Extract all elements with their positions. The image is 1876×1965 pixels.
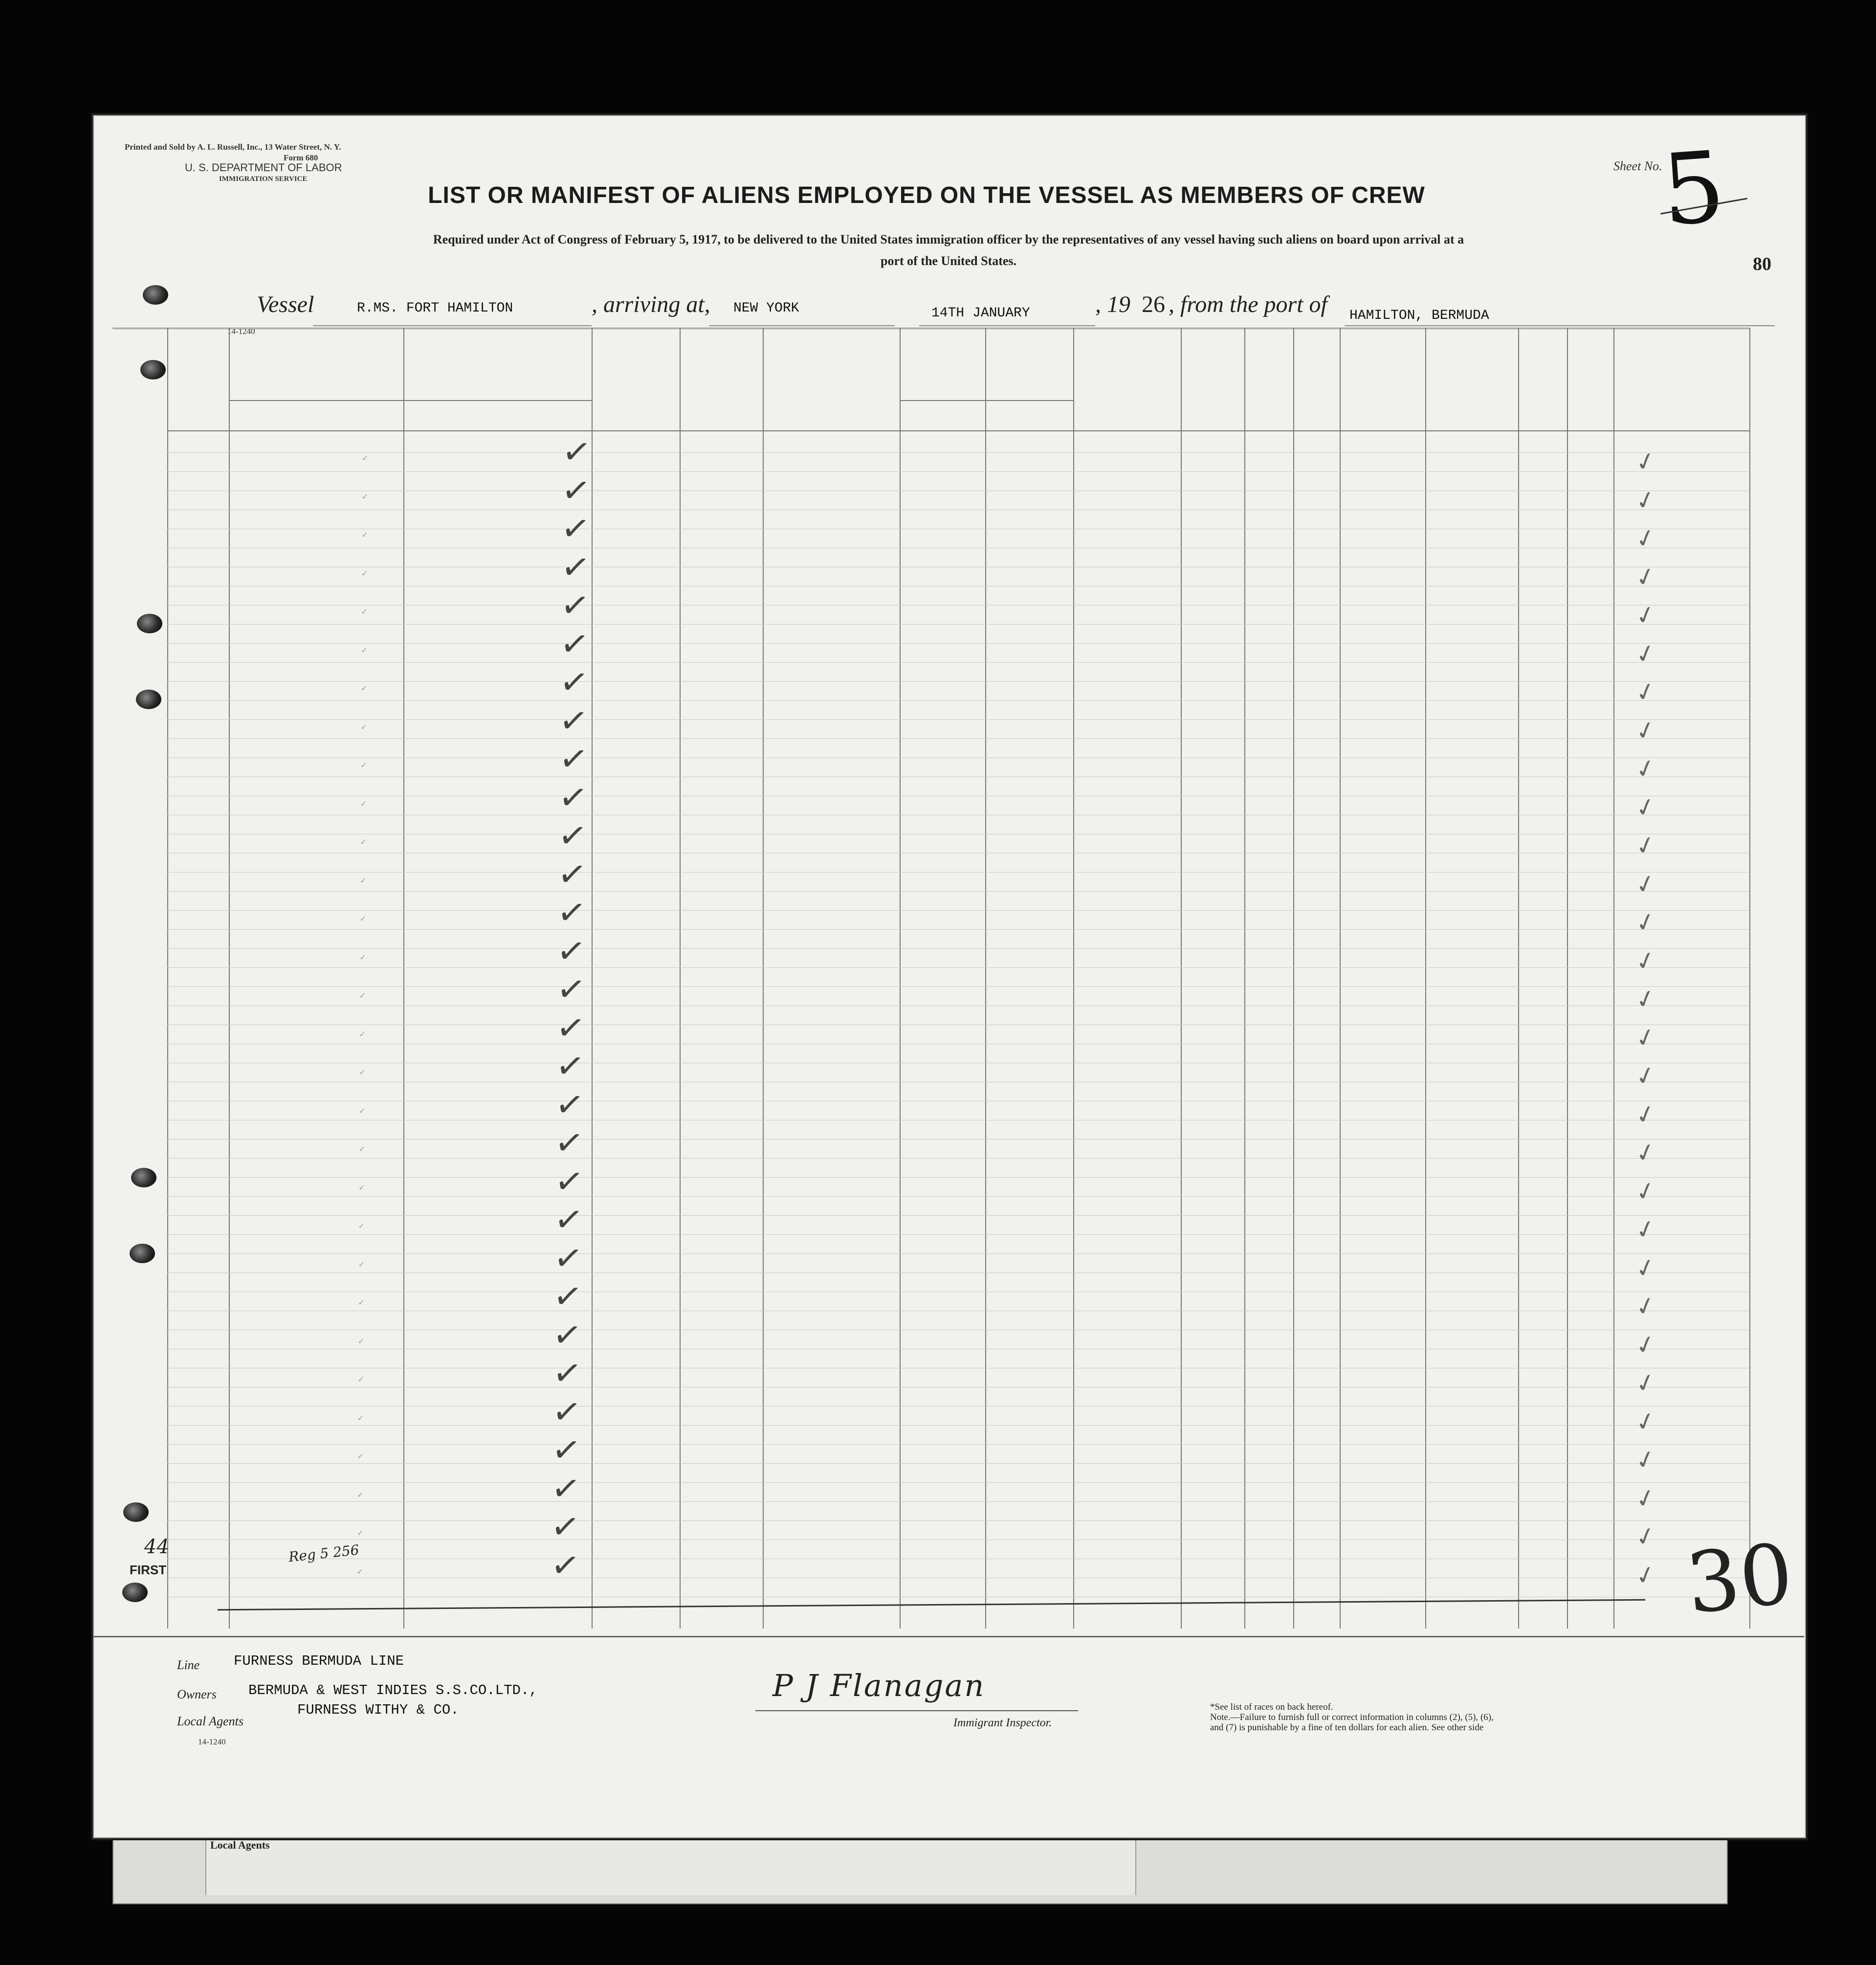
family-check-mark: ✓: [357, 1336, 365, 1346]
ruled-line: [167, 891, 1749, 892]
column-rule-col-13: [1518, 328, 1519, 1629]
id-card-check-mark: ✓: [550, 1389, 584, 1434]
year-prefix: , 19: [1095, 291, 1130, 317]
family-check-mark: ✓: [358, 1183, 365, 1192]
physical-marks-check: ✓: [1632, 791, 1659, 824]
inspector-signature: P J Flanagan: [772, 1668, 986, 1703]
form-code-top: 14-1240: [227, 327, 255, 336]
vessel-label: Vessel: [257, 291, 314, 317]
vessel-name: R.MS. FORT HAMILTON: [357, 301, 513, 316]
punch-hole: [137, 614, 162, 633]
id-card-check-mark: ✓: [552, 1198, 586, 1242]
punch-hole: [143, 285, 168, 305]
physical-marks-check: ✓: [1632, 599, 1659, 632]
id-card-check-mark: ✓: [553, 1005, 588, 1050]
family-check-mark: ✓: [358, 1106, 366, 1116]
physical-marks-check: ✓: [1632, 752, 1659, 785]
column-rule-col-10: [1293, 328, 1294, 1629]
owners-label: Owners: [177, 1687, 217, 1701]
id-card-check-mark: ✓: [558, 583, 592, 627]
physical-marks-check: ✓: [1632, 445, 1659, 478]
physical-marks-check: ✓: [1632, 906, 1659, 939]
family-check-mark: ✓: [359, 1029, 366, 1039]
physical-marks-check: ✓: [1632, 522, 1659, 555]
family-check-mark: ✓: [357, 1490, 364, 1499]
id-card-check-mark: ✓: [554, 967, 588, 1011]
column-rule-col-14: [1567, 328, 1568, 1629]
id-card-check-mark: ✓: [558, 507, 593, 551]
footnote: [1210, 1702, 1494, 1733]
family-check-mark: ✓: [361, 491, 369, 501]
family-check-mark: ✓: [359, 914, 367, 923]
column-rule-col-4: [680, 328, 681, 1629]
physical-marks-check: ✓: [1632, 1328, 1659, 1361]
column-rule-col-12: [1425, 328, 1426, 1629]
family-check-mark: ✓: [359, 1068, 366, 1077]
page-title: LIST OR MANIFEST OF ALIENS EMPLOYED ON THE VESSEL AS MEMBERS OF CREW: [428, 182, 1425, 208]
from-port-label: , from the port of: [1169, 291, 1327, 317]
column-rule-col-1-left: [167, 328, 168, 1629]
arriving-label: , arriving at,: [592, 291, 710, 317]
id-card-check-mark: ✓: [552, 1121, 587, 1165]
ruled-line: [167, 1158, 1749, 1159]
physical-marks-check: ✓: [1632, 637, 1659, 670]
ruled-line: [167, 471, 1749, 472]
column-rule-col-11: [1340, 328, 1341, 1629]
id-card-check-mark: ✓: [548, 1505, 583, 1549]
punch-hole: [122, 1583, 148, 1602]
ruled-line: [167, 1482, 1749, 1483]
family-check-mark: ✓: [360, 722, 367, 732]
physical-marks-check: ✓: [1632, 982, 1659, 1016]
ruled-line: [167, 1177, 1749, 1178]
family-check-mark: ✓: [361, 530, 368, 539]
family-check-mark: ✓: [361, 645, 368, 655]
physical-marks-check: ✓: [1632, 714, 1659, 747]
ruled-line: [167, 1463, 1749, 1464]
family-check-mark: ✓: [362, 453, 369, 463]
family-check-mark: ✓: [358, 1144, 365, 1154]
ruled-line: [167, 452, 1749, 453]
physical-marks-check: ✓: [1632, 1405, 1659, 1438]
physical-marks-check: ✓: [1632, 829, 1659, 862]
ruled-line: [167, 929, 1749, 930]
ruled-line: [167, 1406, 1749, 1407]
ruled-line: [167, 948, 1749, 949]
physical-marks-check: ✓: [1632, 1059, 1659, 1093]
physical-marks-check: ✓: [1632, 1443, 1659, 1476]
family-check-mark: ✓: [360, 799, 367, 808]
ruled-line: [167, 910, 1749, 911]
line-label: Line: [177, 1658, 200, 1672]
family-check-mark: ✓: [356, 1528, 364, 1538]
ruled-line: [167, 662, 1749, 663]
year-suffix: 26: [1142, 291, 1165, 317]
ruled-line: [167, 1425, 1749, 1426]
punch-hole: [123, 1502, 149, 1522]
from-port: HAMILTON, BERMUDA: [1349, 308, 1489, 323]
punch-hole: [131, 1168, 156, 1187]
subheader-rule-engaged: [900, 400, 1073, 401]
ruled-line: [167, 643, 1749, 644]
physical-marks-check: ✓: [1632, 1520, 1659, 1553]
ruled-line: [167, 681, 1749, 682]
page-count: 80: [1753, 254, 1771, 274]
id-card-check-mark: ✓: [550, 1351, 584, 1395]
ruled-line: [167, 624, 1749, 625]
ruled-line: [167, 1501, 1749, 1502]
inspector-label: Immigrant Inspector.: [953, 1717, 1052, 1729]
subheader-rule-name: [229, 400, 592, 401]
family-check-mark: ✓: [360, 875, 367, 885]
id-card-check-mark: ✓: [548, 1543, 582, 1587]
id-card-check-mark: ✓: [552, 1159, 586, 1204]
ruled-line: [167, 986, 1749, 987]
family-check-mark: ✓: [357, 1375, 364, 1384]
total-count: 30: [1682, 1525, 1798, 1633]
family-check-mark: ✓: [357, 1413, 364, 1423]
physical-marks-check: ✓: [1632, 1213, 1659, 1246]
department: U. S. DEPARTMENT OF LABOR: [185, 161, 342, 174]
ruled-line: [167, 1253, 1749, 1254]
physical-marks-check: ✓: [1632, 1175, 1659, 1207]
agents-value: FURNESS WITHY & CO.: [297, 1702, 459, 1718]
sheet-number: 5: [1658, 130, 1729, 248]
physical-marks-check: ✓: [1632, 1290, 1659, 1323]
column-rule-col-3: [592, 328, 593, 1629]
subtitle-line-2: port of the United States.: [880, 254, 1017, 268]
ruled-line: [167, 1234, 1749, 1235]
punch-hole: [130, 1244, 155, 1263]
column-rule-col-family: [229, 328, 230, 1629]
id-card-check-mark: ✓: [552, 1082, 587, 1127]
id-card-check-mark: ✓: [557, 660, 592, 704]
id-card-check-mark: ✓: [557, 622, 592, 666]
family-check-mark: ✓: [358, 1221, 365, 1230]
id-card-check-mark: ✓: [556, 737, 591, 781]
physical-marks-check: ✓: [1632, 1559, 1659, 1591]
family-check-mark: ✓: [358, 1298, 365, 1307]
family-check-mark: ✓: [360, 760, 367, 770]
margin-number: 44: [144, 1536, 169, 1558]
subtitle-line-1: Required under Act of Congress of February 5, 1917, to be delivered to the United States immigration officer by the representatives of any vessel having such aliens on board upon arrival at a: [433, 232, 1464, 246]
ruled-line: [167, 1005, 1749, 1006]
header-top-rule: [112, 328, 1749, 329]
ruled-line: [167, 719, 1749, 720]
footnote-1: *See list of races on back hereof.: [1210, 1702, 1333, 1712]
physical-marks-check: ✓: [1632, 1482, 1659, 1515]
physical-marks-check: ✓: [1632, 1098, 1659, 1131]
physical-marks-check: ✓: [1632, 868, 1659, 900]
id-card-check-mark: ✓: [554, 929, 589, 973]
family-check-mark: ✓: [361, 607, 368, 616]
service: IMMIGRATION SERVICE: [219, 175, 308, 183]
id-card-check-mark: ✓: [549, 1466, 583, 1511]
family-check-mark: ✓: [359, 991, 366, 1000]
column-rule-col-8: [1181, 328, 1182, 1629]
column-rule-col-6-when: [900, 328, 901, 1629]
ruled-line: [167, 1196, 1749, 1197]
form-number: Form 680: [284, 153, 318, 162]
column-rule-col-7: [1073, 328, 1074, 1629]
family-check-mark: ✓: [361, 568, 368, 578]
subtitle: [235, 229, 1662, 272]
footnote-3: and (7) is punishable by a fine of ten dollars for each alien. See other side: [1210, 1722, 1484, 1733]
id-card-check-mark: ✓: [553, 1044, 588, 1088]
physical-marks-check: ✓: [1632, 675, 1659, 709]
column-rule-col-9: [1244, 328, 1245, 1629]
manifest-sheet: [93, 115, 1806, 1838]
id-card-check-mark: ✓: [558, 545, 593, 589]
id-card-check-mark: ✓: [550, 1313, 585, 1357]
header-bottom-rule: [167, 430, 1749, 431]
punch-hole: [136, 690, 161, 709]
sheet-label: Sheet No.: [1613, 159, 1662, 173]
ruled-line: [167, 1444, 1749, 1445]
owners-value: BERMUDA & WEST INDIES S.S.CO.LTD.,: [248, 1682, 538, 1698]
physical-marks-check: ✓: [1632, 560, 1659, 593]
family-check-mark: ✓: [359, 952, 366, 962]
id-card-check-mark: ✓: [555, 852, 590, 896]
punch-hole: [140, 360, 166, 380]
ruled-line: [167, 967, 1749, 968]
ruled-line: [167, 1520, 1749, 1521]
footnote-2: Note.—Failure to furnish full or correct information in columns (2), (5), (6),: [1210, 1712, 1494, 1722]
id-card-check-mark: ✓: [555, 814, 590, 858]
id-card-check-mark: ✓: [556, 775, 590, 820]
family-check-mark: ✓: [360, 837, 367, 847]
arrival-port: NEW YORK: [733, 301, 799, 316]
underlying-agents-label: Local Agents: [210, 1839, 270, 1851]
physical-marks-check: ✓: [1632, 1251, 1659, 1284]
arrival-date: 14TH JANUARY: [931, 306, 1030, 321]
underlying-sheet-front: [205, 1829, 1136, 1895]
physical-marks-check: ✓: [1632, 944, 1659, 977]
id-card-check-mark: ✓: [559, 430, 594, 474]
column-rule-col-6-where: [985, 328, 986, 1629]
line-value: FURNESS BERMUDA LINE: [234, 1653, 404, 1669]
physical-marks-check: ✓: [1632, 1366, 1659, 1400]
id-card-check-mark: ✓: [549, 1428, 584, 1472]
column-rule-col-given: [403, 328, 404, 1629]
family-check-mark: ✓: [356, 1566, 363, 1576]
agents-label: Local Agents: [177, 1714, 244, 1728]
id-card-check-mark: ✓: [556, 698, 591, 743]
physical-marks-check: ✓: [1632, 1136, 1659, 1169]
family-check-mark: ✓: [358, 1259, 365, 1269]
id-card-check-mark: ✓: [551, 1274, 585, 1318]
reg-note: Reg 5 256: [287, 1541, 360, 1565]
family-check-mark: ✓: [360, 684, 368, 693]
physical-marks-check: ✓: [1632, 484, 1659, 516]
id-card-check-mark: ✓: [554, 891, 589, 935]
id-card-check-mark: ✓: [559, 468, 594, 513]
column-rule-col-5: [763, 328, 764, 1629]
printer-credit: Printed and Sold by A. L. Russell, Inc., 13 Water Street, N. Y.: [125, 142, 341, 152]
form-code: 14-1240: [198, 1737, 226, 1746]
ruled-line: [167, 738, 1749, 739]
first-label: FIRST: [130, 1563, 167, 1577]
physical-marks-check: ✓: [1632, 1021, 1659, 1054]
column-rule-col-end: [1749, 328, 1750, 1629]
id-card-check-mark: ✓: [551, 1236, 586, 1280]
ruled-line: [167, 700, 1749, 701]
family-check-mark: ✓: [357, 1451, 364, 1461]
ruled-line: [167, 1215, 1749, 1216]
column-rule-col-15: [1613, 328, 1614, 1629]
